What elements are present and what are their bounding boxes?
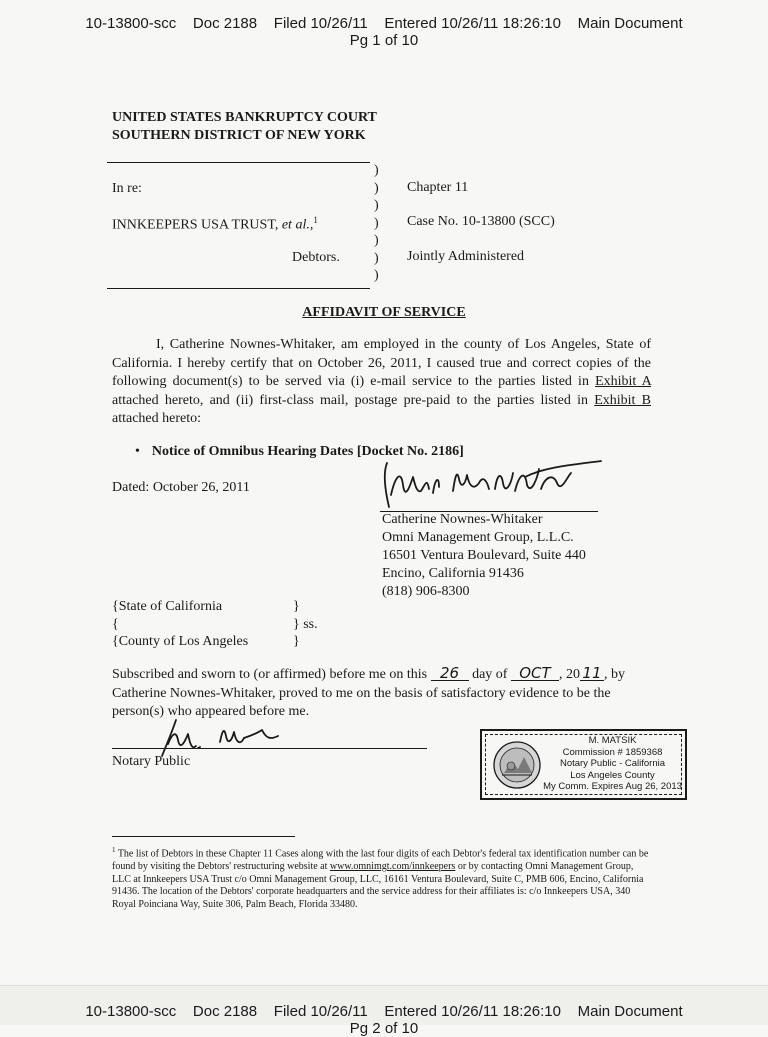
ecf-header-page: Pg 1 of 10 (349, 32, 419, 49)
notary-public-label: Notary Public (112, 754, 191, 769)
court-name: UNITED STATES BANKRUPTCY COURT (112, 110, 377, 125)
state-seal-icon (492, 739, 542, 791)
debtor-name: INNKEEPERS USA TRUST, et al.,$^1$ (112, 215, 318, 233)
notary-signature-scribble (158, 716, 288, 758)
stamp-commission: Commission # 1859368 (562, 746, 663, 758)
case-number: Case No. 10-13800 (SCC) (407, 214, 555, 229)
ecf-header-line1: 10-13800-scc Doc 2188 Filed 10/26/11 Entered 10/26/11 18:26:10 Main Document (85, 15, 683, 32)
next-page-header-line1: 10-13800-scc Doc 2188 Filed 10/26/11 Entered 10/26/11 18:26:10 Main Document (85, 1003, 683, 1020)
signer-block (382, 511, 586, 601)
caption-top-rule (107, 162, 370, 163)
bullet-icon: • (135, 444, 140, 459)
jurat-paragraph: Subscribed and sworn to (or affirmed) before me on this 26 day of OCT , 20 11 , by Catherine Nownes-Whitaker, proved to me on the basis of satisfactory evidence to be the person(s) who appeared before me. (112, 664, 625, 719)
jurat-month: OCT (511, 666, 559, 681)
jurat-year: 11 (580, 666, 604, 681)
jurat-day: 26 (431, 666, 469, 681)
stamp-expires: My Comm. Expires Aug 26, 2013 (543, 781, 682, 792)
footnote: $^1$ The list of Debtors in these Chapter 11 Cases along with the last four digits of each Debtor's federal tax identification number can be found by visiting the Debtors' restructuring website at www.omnimgt.com/innkeepers or by contacting Omni Management Group, LLC at Innkeepers USA Trust c/o Omni Management Group, LLC, 16161 Ventura Boulevard, Suite C, PMB 606, Encino, California 91436. The location of the Debtors' corporate headquarters and the service address for their affiliates is: c/o Innkeepers USA, 340 Royal Poinciana Way, Suite 306, Palm Beach, Florida 33480. (112, 846, 649, 910)
debtors-label: Debtors. (292, 250, 340, 265)
stamp-text (540, 735, 685, 793)
venue-right: } } ss. } (293, 599, 318, 649)
signature-scribble (375, 455, 610, 515)
dated-line: Dated: October 26, 2011 (112, 480, 250, 495)
notary-signature-line (112, 748, 427, 749)
in-re-label: In re: (112, 181, 142, 196)
body-paragraph: I, Catherine Nownes-Whitaker, am employed in the county of Los Angeles, State of California. I hereby certify that on October 26, 2011, I caused true and correct copies of the following document(s) to be served via (i) e-mail service to the parties listed in Exhibit A attached hereto, and (ii) first-class mail, postage pre-paid to the parties listed in Exhibit B attached hereto: (112, 337, 651, 426)
chapter-label: Chapter 11 (407, 180, 469, 195)
footnote-rule (112, 836, 295, 837)
venue-left: {State of California { {County of Los Angeles (112, 599, 249, 649)
bullet-item: • Notice of Omnibus Hearing Dates [Docket No. 2186] (135, 444, 464, 459)
footnote-link[interactable]: www.omnimgt.com/innkeepers (329, 860, 456, 872)
signer-phone: (818) 906-8300 (382, 584, 470, 599)
stamp-title: Notary Public - California (559, 758, 666, 769)
caption-bottom-rule (107, 288, 370, 289)
court-district: SOUTHERN DISTRICT OF NEW YORK (112, 128, 366, 143)
signer-address1: 16501 Ventura Boulevard, Suite 440 (382, 548, 586, 563)
exhibit-a-link: Exhibit A (595, 374, 651, 389)
exhibit-b-link: Exhibit B (594, 392, 651, 408)
signer-name: Catherine Nownes-Whitaker (382, 512, 543, 527)
next-page-header-page: Pg 2 of 10 (349, 1020, 419, 1037)
caption-parens: ) ) ) ) ) ) ) (374, 163, 379, 283)
document-title: AFFIDAVIT OF SERVICE (302, 305, 466, 320)
signer-address2: Encino, California 91436 (382, 566, 524, 581)
notary-stamp (480, 729, 687, 800)
stamp-name: M. MATSIK (588, 735, 637, 746)
stamp-county: Los Angeles County (570, 769, 655, 781)
jointly-administered: Jointly Administered (407, 249, 525, 264)
signer-company: Omni Management Group, L.L.C. (382, 530, 574, 545)
